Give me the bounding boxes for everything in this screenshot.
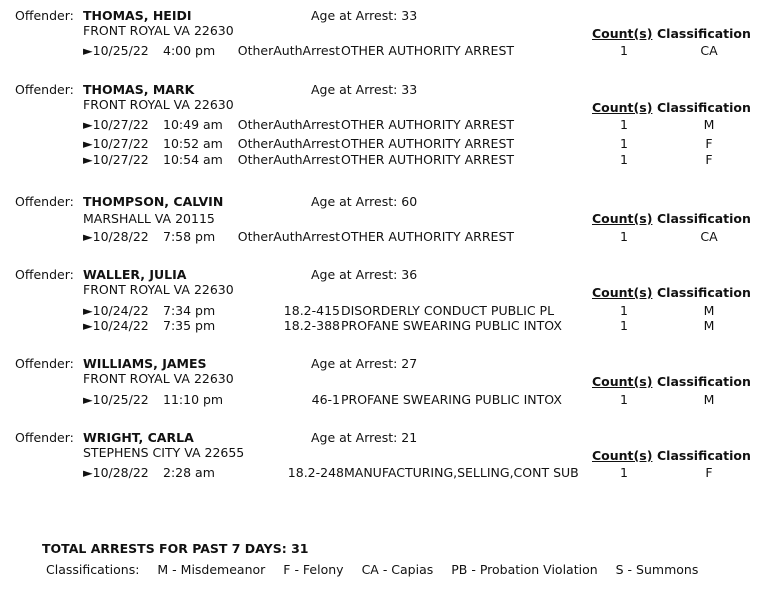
- charge-time: 10:49 am: [163, 117, 223, 132]
- charge-description: MANUFACTURING,SELLING,CONT SUB: [344, 465, 579, 480]
- charge-row: [0, 43, 772, 59]
- offender-label: Offender:: [15, 194, 74, 209]
- charge-code: OtherAuthArrest: [237, 229, 340, 244]
- charge-date: ►10/27/22: [83, 136, 149, 151]
- charge-row: [0, 303, 772, 319]
- charge-row: [0, 318, 772, 334]
- charge-time: 7:35 pm: [163, 318, 216, 333]
- charge-row: [0, 392, 772, 408]
- charge-date: ►10/24/22: [83, 303, 149, 318]
- charge-description: OTHER AUTHORITY ARREST: [341, 229, 515, 244]
- charge-description: OTHER AUTHORITY ARREST: [341, 136, 515, 151]
- total-arrests: TOTAL ARRESTS FOR PAST 7 DAYS: 31: [42, 541, 309, 556]
- charge-classification: M: [703, 303, 715, 318]
- offender-address: FRONT ROYAL VA 22630: [83, 371, 234, 386]
- charge-description: OTHER AUTHORITY ARREST: [341, 43, 515, 58]
- age-at-arrest: Age at Arrest: 21: [311, 430, 418, 445]
- charge-code: 46-1: [311, 392, 340, 407]
- charge-code: 18.2-388: [283, 318, 340, 333]
- age-at-arrest: Age at Arrest: 27: [311, 356, 418, 371]
- legend-misdemeanor: M - Misdemeanor: [157, 562, 266, 577]
- charge-description: DISORDERLY CONDUCT PUBLIC PL: [341, 303, 555, 318]
- charge-code: OtherAuthArrest: [237, 136, 340, 151]
- legend-felony: F - Felony: [283, 562, 344, 577]
- age-at-arrest: Age at Arrest: 36: [311, 267, 418, 282]
- charge-time: 10:54 am: [163, 152, 223, 167]
- charge-code: 18.2-415: [283, 303, 340, 318]
- count-header: Count(s): [592, 448, 653, 463]
- offender-address: FRONT ROYAL VA 22630: [83, 23, 234, 38]
- charge-classification: F: [705, 465, 713, 480]
- charge-count: 1: [620, 152, 628, 167]
- offender-label: Offender:: [15, 8, 74, 23]
- offender-name: THOMAS, HEIDI: [83, 8, 192, 23]
- offender-label: Offender:: [15, 356, 74, 371]
- offender-address: MARSHALL VA 20115: [83, 211, 215, 226]
- charge-code: OtherAuthArrest: [237, 43, 340, 58]
- offender-address: FRONT ROYAL VA 22630: [83, 282, 234, 297]
- charge-date: ►10/27/22: [83, 117, 149, 132]
- classification-header: Classification: [657, 285, 751, 300]
- charge-classification: CA: [700, 229, 718, 244]
- legend-summons: S - Summons: [615, 562, 699, 577]
- charge-row: [0, 465, 772, 481]
- charge-classification: F: [705, 152, 713, 167]
- charge-time: 11:10 pm: [163, 392, 224, 407]
- charge-code: 18.2-248: [287, 465, 344, 480]
- charge-description: OTHER AUTHORITY ARREST: [341, 152, 515, 167]
- charge-time: 7:58 pm: [163, 229, 216, 244]
- offender-name: THOMAS, MARK: [83, 82, 195, 97]
- charge-classification: F: [705, 136, 713, 151]
- charge-date: ►10/25/22: [83, 43, 149, 58]
- charge-count: 1: [620, 392, 628, 407]
- charge-date: ►10/28/22: [83, 465, 149, 480]
- count-header: Count(s): [592, 285, 653, 300]
- age-at-arrest: Age at Arrest: 33: [311, 8, 418, 23]
- classification-header: Classification: [657, 211, 751, 226]
- charge-description: PROFANE SWEARING PUBLIC INTOX: [341, 318, 562, 333]
- charge-count: 1: [620, 303, 628, 318]
- classification-header: Classification: [657, 374, 751, 389]
- charge-count: 1: [620, 465, 628, 480]
- legend-title: Classifications:: [46, 562, 140, 577]
- charge-description: OTHER AUTHORITY ARREST: [341, 117, 515, 132]
- charge-time: 7:34 pm: [163, 303, 216, 318]
- charge-row: [0, 117, 772, 133]
- charge-classification: CA: [700, 43, 718, 58]
- charge-date: ►10/24/22: [83, 318, 149, 333]
- age-at-arrest: Age at Arrest: 33: [311, 82, 418, 97]
- charge-count: 1: [620, 136, 628, 151]
- offender-name: WALLER, JULIA: [83, 267, 187, 282]
- charge-count: 1: [620, 318, 628, 333]
- charge-code: OtherAuthArrest: [237, 152, 340, 167]
- age-at-arrest: Age at Arrest: 60: [311, 194, 418, 209]
- offender-address: STEPHENS CITY VA 22655: [83, 445, 245, 460]
- offender-label: Offender:: [15, 267, 74, 282]
- charge-date: ►10/27/22: [83, 152, 149, 167]
- legend-probation-violation: PB - Probation Violation: [451, 562, 598, 577]
- offender-label: Offender:: [15, 430, 74, 445]
- charge-count: 1: [620, 229, 628, 244]
- offender-name: WILLIAMS, JAMES: [83, 356, 207, 371]
- charge-classification: M: [703, 392, 715, 407]
- charge-date: ►10/28/22: [83, 229, 149, 244]
- count-header: Count(s): [592, 211, 653, 226]
- charge-count: 1: [620, 117, 628, 132]
- offender-address: FRONT ROYAL VA 22630: [83, 97, 234, 112]
- charge-classification: M: [703, 318, 715, 333]
- charge-row: [0, 136, 772, 152]
- charge-time: 10:52 am: [163, 136, 223, 151]
- charge-time: 2:28 am: [163, 465, 215, 480]
- legend-capias: CA - Capias: [361, 562, 434, 577]
- classification-header: Classification: [657, 448, 751, 463]
- classification-header: Classification: [657, 100, 751, 115]
- charge-row: [0, 229, 772, 245]
- offender-name: WRIGHT, CARLA: [83, 430, 194, 445]
- charge-row: [0, 152, 772, 168]
- count-header: Count(s): [592, 100, 653, 115]
- classification-header: Classification: [657, 26, 751, 41]
- classification-legend: [46, 562, 712, 577]
- charge-date: ►10/25/22: [83, 392, 149, 407]
- offender-name: THOMPSON, CALVIN: [83, 194, 224, 209]
- offender-label: Offender:: [15, 82, 74, 97]
- count-header: Count(s): [592, 26, 653, 41]
- charge-description: PROFANE SWEARING PUBLIC INTOX: [341, 392, 562, 407]
- charge-count: 1: [620, 43, 628, 58]
- charge-time: 4:00 pm: [163, 43, 216, 58]
- charge-classification: M: [703, 117, 715, 132]
- charge-code: OtherAuthArrest: [237, 117, 340, 132]
- count-header: Count(s): [592, 374, 653, 389]
